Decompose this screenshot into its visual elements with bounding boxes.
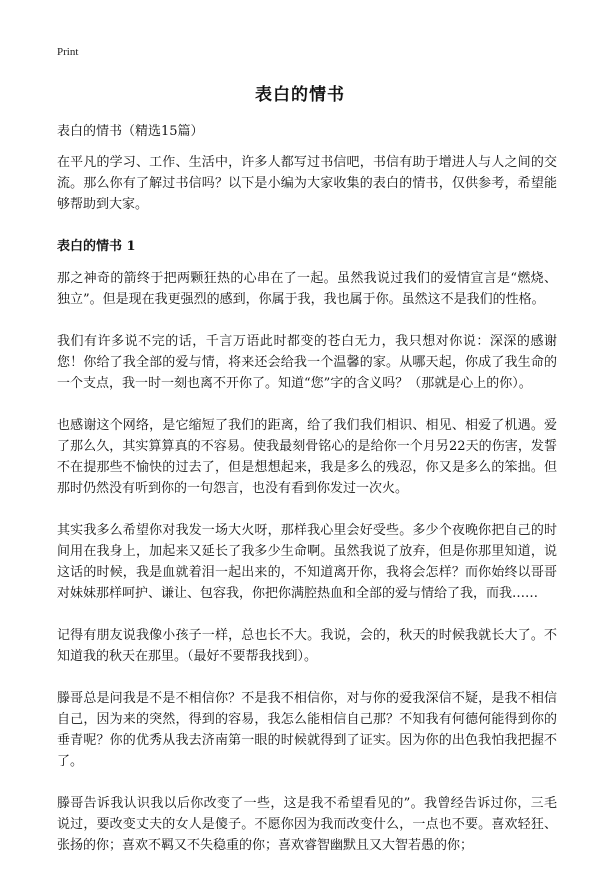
document-body <box>57 121 557 877</box>
paragraph: 滕哥总是问我是不是不相信你？不是我不相信你，对与你的爱我深信不疑，是我不相信自己，因为来的突然，得到的容易，我怎么能相信自己那？不知我有何德何能得到你的垂青呢？你的优秀从我去济南第一眼的时候就得到了证实。因为你的出色我怕我把握不了。 <box>57 691 557 769</box>
print-label: Print <box>57 46 79 58</box>
paragraph: 也感谢这个网络，是它缩短了我们的距离，给了我们我们相识、相见、相爱了机遇。爱了那么久，其实算算真的不容易。使我最刻骨铭心的是给你一个月另22天的伤害，发誓不在提那些不愉快的过去了，但是想想起来，我是多么的残忍，你又是多么的笨拙。但那时仍然没有听到你的一句怨言，也没有看到你发过一次火。 <box>57 418 557 496</box>
paragraph: 滕哥告诉我认识我以后你改变了一些，这是我不希望看见的”。我曾经告诉过你，三毛说过，要改变丈夫的女人是傻子。不愿你因为我而改变什么，一点也不要。喜欢轻狂、张扬的你；喜欢不羁又不失稳重的你；喜欢睿智幽默且又大智若愚的你； <box>57 796 557 853</box>
section-heading: 表白的情书 1 <box>57 239 136 254</box>
subtitle: 表白的情书（精选15篇） <box>57 124 204 139</box>
paragraph: 我们有许多说不完的话，千言万语此时都变的苍白无力，我只想对你说：深深的感谢您！你给了我全部的爱与情，将来还会给我一个温馨的家。从哪天起，你成了我生命的一个支点，我一时一刻也离不开你了。知道“您”字的含义吗？（那就是心上的你）。 <box>57 334 557 391</box>
paragraph: 记得有朋友说我像小孩子一样，总也长不大。我说，会的，秋天的时候我就长大了。不知道我的秋天在那里。（最好不要帮我找到）。 <box>57 628 557 664</box>
intro-paragraph: 在平凡的学习、工作、生活中，许多人都写过书信吧，书信有助于增进人与人之间的交流。那么你有了解过书信吗？以下是小编为大家收集的表白的情书，仅供参考，希望能够帮助到大家。 <box>57 155 557 212</box>
page-title: 表白的情书 <box>255 85 345 105</box>
paragraph: 其实我多么希望你对我发一场大火呀，那样我心里会好受些。多少个夜晚你把自己的时间用在我身上，加起来又延长了我多少生命啊。虽然我说了放弃，但是你那里知道，说这话的时候，我是血就着泪一起出来的，不知道离开你，我将会怎样？而你始终以哥哥对妹妹那样呵护、谦让、包容我，你把你满腔热血和全部的爱与情给了我，而我…… <box>57 523 557 601</box>
paragraph: 那之神奇的箭终于把两颗狂热的心串在了一起。虽然我说过我们的爱情宣言是“燃烧、独立”。但是现在我更强烈的感到，你属于我，我也属于你。虽然这不是我们的性格。 <box>57 271 557 307</box>
